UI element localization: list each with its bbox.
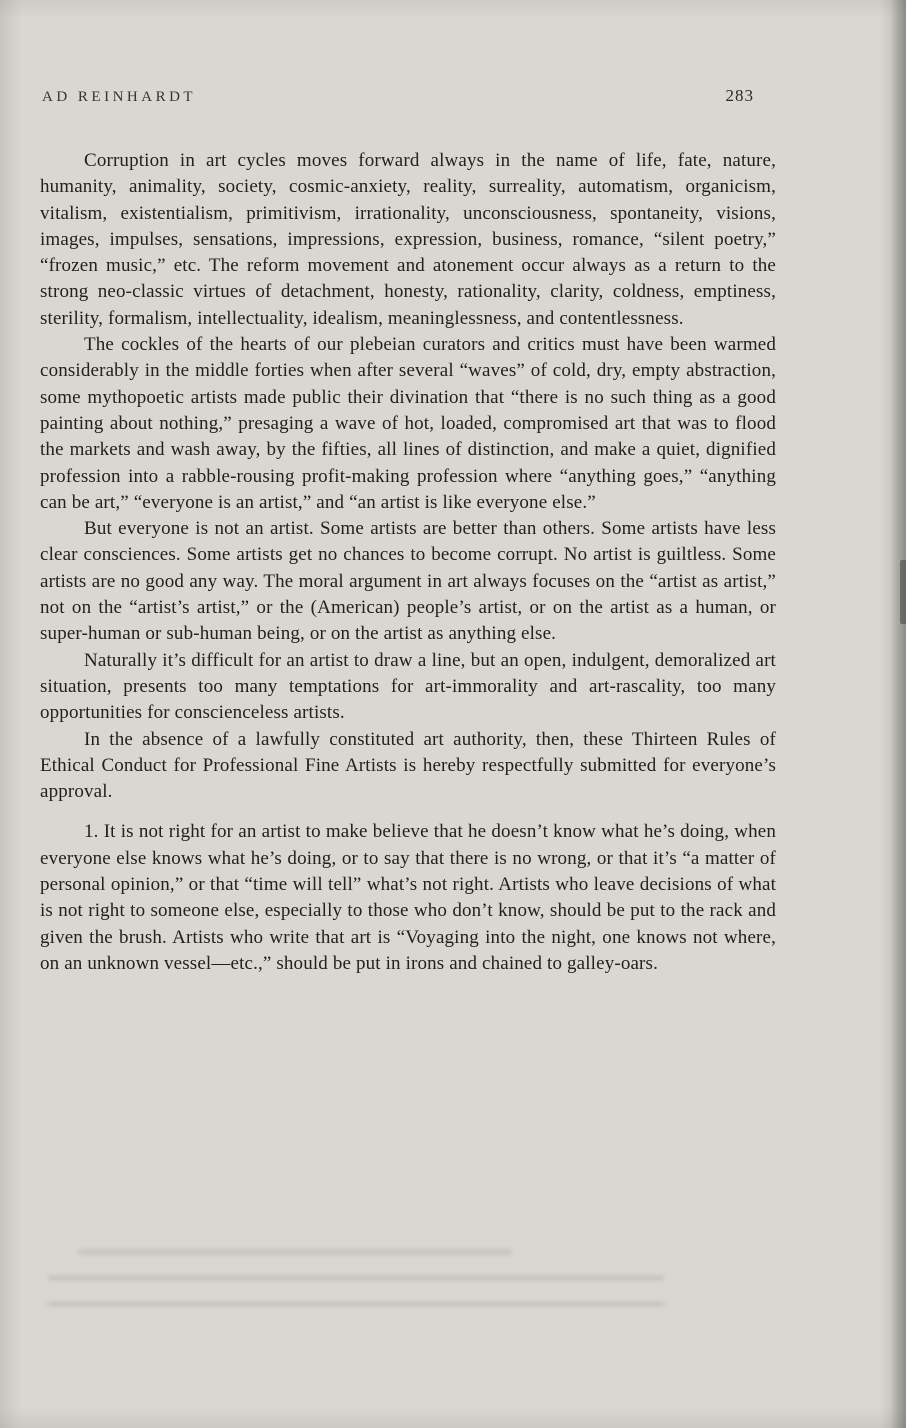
body-text [40,148,776,977]
bleed-through-line [48,1302,664,1306]
bleed-through-line [78,1250,512,1254]
scan-edge-shadow [890,0,906,1428]
page-number: 283 [725,86,754,105]
scan-edge-artifact [900,560,906,624]
paragraph-corruption: Corruption in art cycles moves forward always in the name of life, fate, nature, humanity, animality, society, cosmic-anxiety, reality, surreality, automatism, organicism, vitalism, existentialism, primitivism, irrationality, unconsciousness, spontaneity, visions, images, impulses, sensations, impressions, expression, business, romance, “silent poetry,” “frozen music,” etc. The reform movement and atonement occur always as a return to the strong neo-classic virtues of detachment, honesty, rationality, clarity, coldness, emptiness, sterility, formalism, intellectuality, idealism, meaninglessness, and contentlessness. [40,150,776,329]
paragraph-but-everyone: But everyone is not an artist. Some artists are better than others. Some artists have less clear consciences. Some artists get no chances to become corrupt. No artist is guiltless. Some artists are no good any way. The moral argument in art always focuses on the “artist as artist,” not on the “artist’s artist,” or the (American) people’s artist, or on the artist as a human, or super-human or sub-human being, or on the artist as anything else. [40,518,776,645]
paragraph-absence: In the absence of a lawfully constituted art authority, then, these Thirteen Rules of Ethical Conduct for Professional Fine Artists is hereby respectfully submitted for everyone’s approval. [40,728,776,803]
rule-item-1: 1. It is not right for an artist to make believe that he doesn’t know what he’s doing, when everyone else knows what he’s doing, or to say that there is no wrong, or that it’s “a matter of personal opinion,” or that “time will tell” what’s not right. Artists who leave decisions of what is not right to someone else, especially to those who don’t know, should be put to the rack and given the brush. Artists who write that art is “Voyaging into the night, one knows not where, on an unknown vessel—etc.,” should be put in irons and chained to galley-oars. [40,821,776,974]
paragraph-cockles: The cockles of the hearts of our plebeian curators and critics must have been warmed considerably in the middle forties when after several “waves” of cold, dry, empty abstraction, some mythopoetic artists made public their divination that “there is no such thing as a good painting about nothing,” presaging a wave of hot, loaded, compromised art that was to flood the markets and wash away, by the fifties, all lines of distinction, and make a quiet, dignified profession into a rabble-rousing profit-making profession where “anything goes,” “anything can be art,” “everyone is an artist,” and “an artist is like everyone else.” [40,334,776,513]
running-head [42,86,754,106]
bleed-through-artifact [48,1228,748,1328]
bleed-through-line [48,1276,664,1280]
running-head-author: AD REINHARDT [42,89,197,105]
paragraph-naturally: Naturally it’s difficult for an artist to draw a line, but an open, indulgent, demoralized art situation, presents too many temptations for art-immorality and art-rascality, too many opportunities for conscienceless artists. [40,649,776,724]
